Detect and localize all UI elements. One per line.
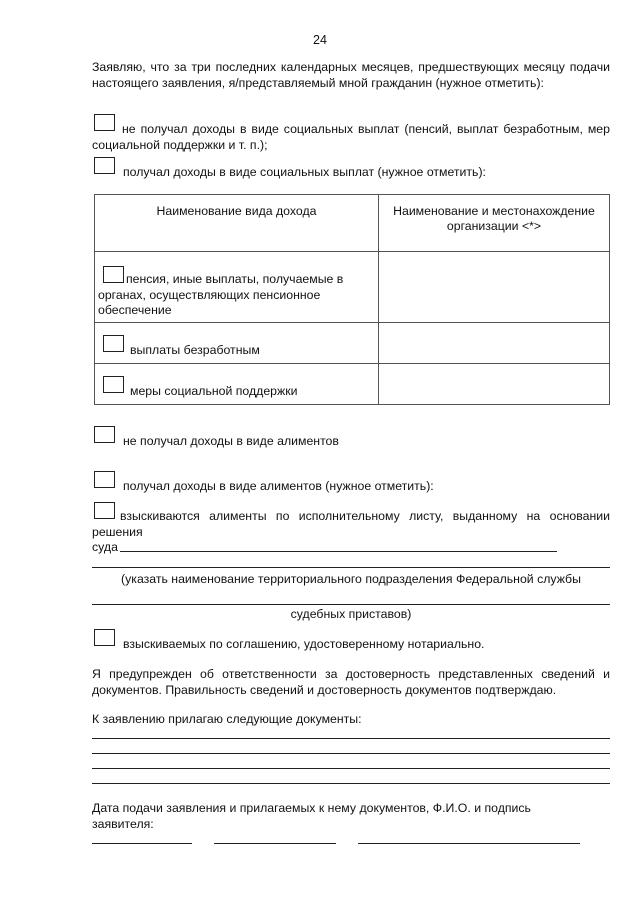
table-cell-income-type: меры социальной поддержки	[130, 384, 298, 398]
attachment-line[interactable]	[92, 768, 610, 769]
table-header-organization: Наименование и местонахождение организации <*>	[393, 204, 595, 233]
table-cell-income-type: пенсия, иные выплаты, получаемые в органах, осуществляющих пенсионное обеспечение	[98, 272, 344, 317]
option-alimony-by-writ: взыскиваются алименты по исполнительному листу, выданному на основании решения	[92, 509, 610, 539]
page-number: 24	[313, 33, 327, 47]
bailiff-line-1[interactable]	[92, 567, 610, 568]
option-no-social-payments: не получал доходы в виде социальных выплат (пенсий, выплат безработным, мер социальной поддержки и т. п.);	[92, 122, 610, 152]
option-alimony-by-agreement: взыскиваемых по соглашению, удостоверенному нотариально.	[123, 637, 485, 651]
checkbox-no-alimony[interactable]	[94, 426, 115, 443]
table-row	[95, 252, 610, 323]
court-name-line[interactable]	[120, 551, 557, 552]
table-row	[95, 364, 610, 405]
table-row	[95, 323, 610, 364]
checkbox-pension[interactable]	[103, 266, 124, 283]
attachment-line[interactable]	[92, 738, 610, 739]
warning-text: Я предупрежден об ответственности за достоверность представленных сведений и документов. Правильность сведений и достоверность документов подтверждаю.	[92, 667, 610, 697]
income-table	[94, 194, 610, 405]
table-cell-organization[interactable]	[379, 252, 610, 323]
signature-line[interactable]	[358, 843, 580, 844]
table-header-income-type: Наименование вида дохода	[156, 204, 317, 218]
option-got-social-payments: получал доходы в виде социальных выплат (нужное отметить):	[123, 165, 486, 179]
checkbox-unemployment[interactable]	[103, 335, 124, 352]
table-cell-organization[interactable]	[379, 364, 610, 405]
checkbox-social-support[interactable]	[103, 376, 124, 393]
checkbox-alimony-by-agreement[interactable]	[94, 629, 115, 646]
bailiff-note-2: судебных приставов)	[290, 607, 412, 621]
option-got-alimony: получал доходы в виде алиментов (нужное отметить):	[123, 479, 434, 493]
attachment-line[interactable]	[92, 753, 610, 754]
court-label: суда	[92, 540, 118, 554]
bailiff-line-2[interactable]	[92, 604, 610, 605]
intro-text: Заявляю, что за три последних календарных месяцев, предшествующих месяцу подачи настоящего заявления, я/представляемый мной гражданин (нужное отметить):	[92, 60, 610, 90]
checkbox-got-social-payments[interactable]	[94, 157, 115, 174]
attachment-line[interactable]	[92, 783, 610, 784]
bailiff-note-1: (указать наименование территориального подразделения Федеральной службы	[121, 572, 581, 586]
name-line[interactable]	[214, 843, 336, 844]
table-cell-income-type: выплаты безработным	[130, 343, 260, 357]
date-signature-label: Дата подачи заявления и прилагаемых к нему документов, Ф.И.О. и подпись заявителя:	[92, 801, 531, 831]
attachments-label: К заявлению прилагаю следующие документы:	[92, 712, 362, 726]
checkbox-got-alimony[interactable]	[94, 471, 115, 488]
date-line[interactable]	[92, 843, 192, 844]
option-no-alimony: не получал доходы в виде алиментов	[123, 434, 339, 448]
table-cell-organization[interactable]	[379, 323, 610, 364]
